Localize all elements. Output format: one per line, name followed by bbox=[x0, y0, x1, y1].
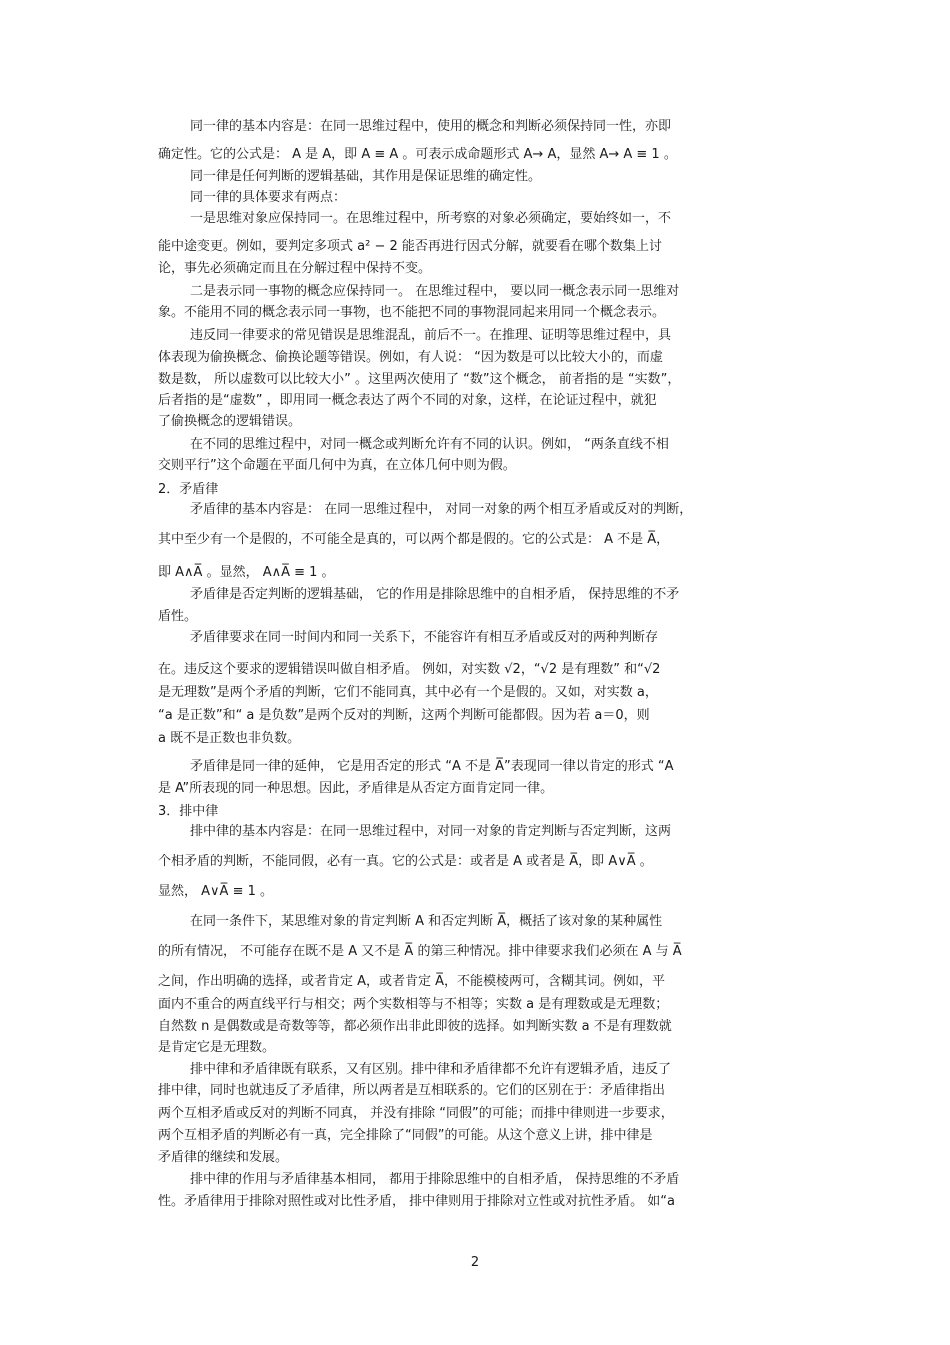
paragraph-line: 矛盾律是否定判断的逻辑基础， 它的作用是排除思维中的自相矛盾， 保持思维的不矛 bbox=[190, 587, 680, 602]
paragraph-line: 体表现为偷换概念、偷换论题等错误。例如，有人说： “因为数是可以比较大小的，而虚 bbox=[158, 350, 663, 365]
paragraph-line: 自然数 n 是偶数或是奇数等等，都必须作出非此即彼的选择。如判断实数 a 不是有理数就 bbox=[158, 1019, 672, 1034]
paragraph-line: 盾性。 bbox=[158, 609, 198, 624]
paragraph-line: 之间，作出明确的选择，或者肯定 A，或者肯定 A̅，不能模棱两可，含糊其词。例如，平 bbox=[158, 974, 666, 989]
paragraph-line: 是肯定它是无理数。 bbox=[158, 1040, 276, 1055]
paragraph-line: 象。不能用不同的概念表示同一事物，也不能把不同的事物混同起来用同一个概念表示。 bbox=[158, 305, 666, 320]
paragraph-line: 交则平行”这个命题在平面几何中为真，在立体几何中则为假。 bbox=[158, 458, 516, 473]
paragraph-line: 即 A∧A̅ 。显然， A∧A̅ ≡ 1 。 bbox=[158, 565, 335, 580]
paragraph-line: 矛盾律的基本内容是： 在同一思维过程中， 对同一对象的两个相互矛盾或反对的判断， bbox=[190, 502, 693, 517]
paragraph-line: 排中律的作用与矛盾律基本相同， 都用于排除思维中的自相矛盾， 保持思维的不矛盾 bbox=[190, 1172, 680, 1187]
paragraph-line: 是 A”所表现的同一种思想。因此，矛盾律是从否定方面肯定同一律。 bbox=[158, 781, 554, 796]
paragraph-line: 能中途变更。例如，要判定多项式 a² − 2 能否再进行因式分解，就要看在哪个数集上讨 bbox=[158, 239, 662, 254]
paragraph-line: 的所有情况， 不可能存在既不是 A 又不是 A̅ 的第三种情况。排中律要求我们必须在 A 与 A̅ bbox=[158, 944, 682, 959]
paragraph-line: 论，事先必须确定而且在分解过程中保持不变。 bbox=[158, 261, 432, 276]
paragraph-line: 在同一条件下，某思维对象的肯定判断 A 和否定判断 A̅，概括了该对象的某种属性 bbox=[190, 914, 663, 929]
paragraph-line: “a 是正数”和“ a 是负数”是两个反对的判断，这两个判断可能都假。因为若 a＝0，则 bbox=[158, 708, 650, 723]
paragraph-line: 违反同一律要求的常见错误是思维混乱，前后不一。在推理、证明等思维过程中，具 bbox=[190, 328, 672, 343]
paragraph-line: 矛盾律要求在同一时间内和同一关系下，不能容许有相互矛盾或反对的两种判断存 bbox=[190, 630, 659, 645]
paragraph-line: 两个互相矛盾或反对的判断不同真， 并没有排除 “同假”的可能；而排中律则进一步要求， bbox=[158, 1106, 674, 1121]
paragraph-line: 面内不重合的两直线平行与相交；两个实数相等与不相等；实数 a 是有理数或是无理数； bbox=[158, 997, 669, 1012]
paragraph-line: 在。违反这个要求的逻辑错误叫做自相矛盾。 例如，对实数 √2，“√2 是有理数” 和“√2 bbox=[158, 662, 661, 677]
paragraph-line: 两个互相矛盾的判断必有一真，完全排除了“同假”的可能。从这个意义上讲，排中律是 bbox=[158, 1128, 653, 1143]
paragraph-line: a 既不是正数也非负数。 bbox=[158, 731, 301, 746]
page-number: 2 bbox=[470, 1255, 480, 1270]
paragraph-line: 其中至少有一个是假的，不可能全是真的，可以两个都是假的。它的公式是： A 不是 A̅， bbox=[158, 532, 670, 547]
paragraph-line: 显然， A∨A̅ ≡ 1 。 bbox=[158, 884, 273, 899]
paragraph-line: 一是思维对象应保持同一。在思维过程中，所考察的对象必须确定，要始终如一，不 bbox=[190, 211, 672, 226]
paragraph-line: 后者指的是“虚数” ，即用同一概念表达了两个不同的对象，这样，在论证过程中，就犯 bbox=[158, 393, 657, 408]
paragraph-line: 矛盾律的继续和发展。 bbox=[158, 1150, 289, 1165]
paragraph-line: 同一律的基本内容是：在同一思维过程中，使用的概念和判断必须保持同一性，亦即 bbox=[190, 119, 672, 134]
paragraph-line: 个相矛盾的判断，不能同假，必有一真。它的公式是：或者是 A 或者是 A̅，即 A∨A̅ 。 bbox=[158, 854, 653, 869]
paragraph-line: 是无理数”是两个矛盾的判断，它们不能同真，其中必有一个是假的。又如，对实数 a， bbox=[158, 685, 658, 700]
paragraph-line: 排中律的基本内容是：在同一思维过程中，对同一对象的肯定判断与否定判断，这两 bbox=[190, 824, 672, 839]
paragraph-line: 性。矛盾律用于排除对照性或对比性矛盾， 排中律则用于排除对立性或对抗性矛盾。 如“a bbox=[158, 1194, 675, 1209]
paragraph-line: 排中律，同时也就违反了矛盾律，所以两者是互相联系的。它们的区别在于：矛盾律指出 bbox=[158, 1083, 666, 1098]
paragraph-line: 数是数， 所以虚数可以比较大小” 。这里两次使用了 “数”这个概念， 前者指的是 “实数”， bbox=[158, 372, 681, 387]
paragraph-line: 在不同的思维过程中，对同一概念或判断允许有不同的认识。例如， “两条直线不相 bbox=[190, 437, 669, 452]
paragraph-line: 排中律和矛盾律既有联系，又有区别。排中律和矛盾律都不允许有逻辑矛盾，违反了 bbox=[190, 1062, 672, 1077]
paragraph-line: 二是表示同一事物的概念应保持同一。 在思维过程中， 要以同一概念表示同一思维对 bbox=[190, 284, 680, 299]
paragraph-line: 确定性。它的公式是： A 是 A，即 A ≡ A 。可表示成命题形式 A→ A，显然 A→ A ≡ 1 。 bbox=[158, 147, 677, 162]
section-heading: 3．排中律 bbox=[158, 804, 219, 819]
paragraph-line: 了偷换概念的逻辑错误。 bbox=[158, 414, 302, 429]
paragraph-line: 同一律的具体要求有两点： bbox=[190, 190, 347, 205]
paragraph-line: 矛盾律是同一律的延伸， 它是用否定的形式 “A 不是 A̅”表现同一律以肯定的形式 “A bbox=[190, 759, 674, 774]
section-heading: 2．矛盾律 bbox=[158, 482, 219, 497]
paragraph-line: 同一律是任何判断的逻辑基础，其作用是保证思维的确定性。 bbox=[190, 169, 542, 184]
